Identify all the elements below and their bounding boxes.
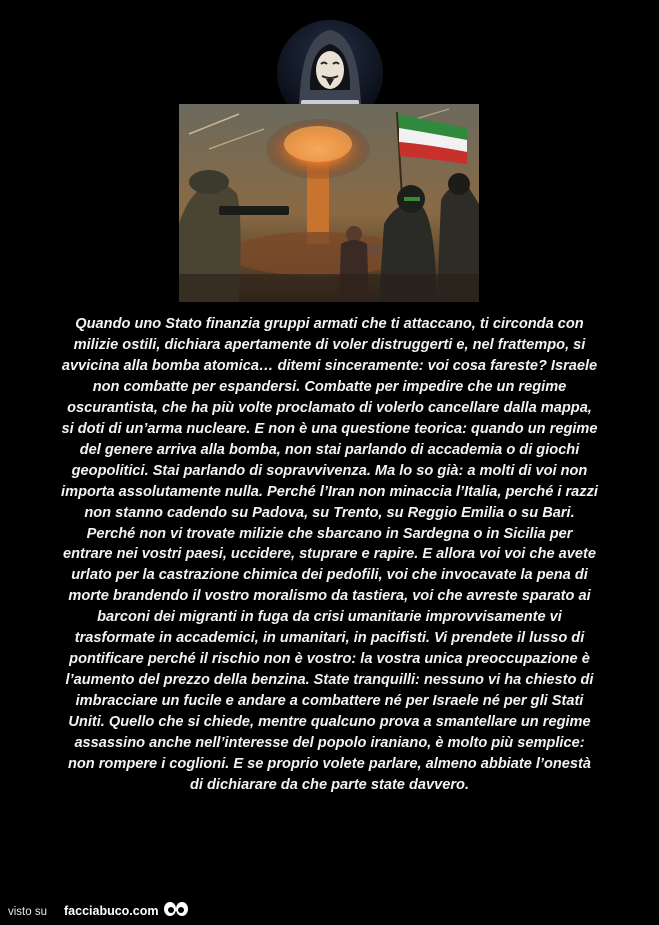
footer — [0, 896, 659, 925]
footer-prefix: visto su — [8, 906, 47, 918]
war-scene-image — [179, 104, 479, 302]
cartoon-eyes-icon — [163, 901, 189, 924]
footer-brand-link[interactable]: facciabuco.com — [64, 904, 159, 918]
post-text: Quando uno Stato finanzia gruppi armati che ti attaccano, ti circonda con milizie ostili, dichiara apertamente di voler distruggerti e, nel frattempo, si avvicina alla bomba atomica… ditemi sinceramente: voi cosa fareste? Israele non combatte per espandersi. Combatte per impedire che un regime oscurantista, che ha più volte proclamato di volerlo cancellare dalla mappa, si doti di un’arma nucleare. E non è una questione teorica: quando un regime del genere arriva alla bomba, non stai parlando di accademia o di giochi geopolitici. Stai parlando di sopravvivenza. Ma lo so già: a molti di voi non importa assolutamente nulla. Perché l’Iran non minaccia l’Italia, perché i razzi non stanno cadendo su Padova, su Trento, su Reggio Emilia o su Bari. Perché non vi trovate milizie che sbarcano in Sardegna o in Sicilia per entrare nei vostri paesi, uccidere, stuprare e rapire. E allora voi voi che avete urlato per la castrazione chimica dei pedofili, voi che invocavate la pena di morte brandendo il vostro moralismo da tastiera, voi che avreste sparato ai barconi dei migranti in fuga da crisi umanitarie improvvisamente vi trasformate in accademici, in umanitari, in pacifisti. Vi prendete il lusso di pontificare perché il rischio non è vostro: la vostra unica preoccupazione è l’aumento del prezzo della benzina. State tranquilli: nessuno vi ha chiesto di imbracciare un fucile e andare a combattere né per Israele né per gli Stati Uniti. Quello che si chiede, mentre qualcuno prova a smantellare un regime assassino anche nell’interesse del popolo iraniano, è molto più semplice: non rompere i coglioni. E se proprio volete parlare, almeno abbiate l’onestà di dichiarare da che parte state davvero. — [61, 316, 598, 793]
